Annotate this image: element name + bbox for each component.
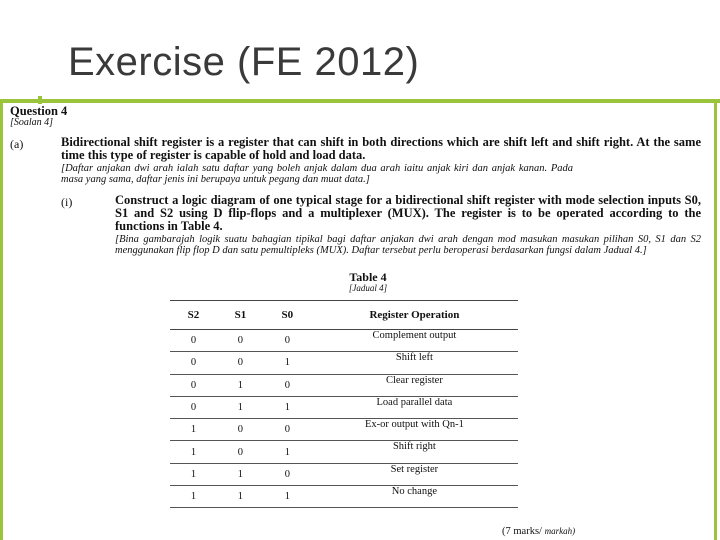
cell-s0: 1 xyxy=(264,396,311,418)
cell-s1: 1 xyxy=(217,396,264,418)
exam-question-scan xyxy=(8,105,708,537)
cell-s2: 0 xyxy=(170,352,217,374)
table-header-row xyxy=(170,301,518,330)
cell-s2: 1 xyxy=(170,463,217,485)
cell-s2: 1 xyxy=(170,441,217,463)
cell-s1: 0 xyxy=(217,441,264,463)
accent-rule-right xyxy=(714,99,717,540)
slide-title: Exercise (FE 2012) xyxy=(68,40,420,84)
table-caption: Table 4 xyxy=(349,270,387,284)
cell-operation: Shift left xyxy=(311,352,518,374)
header-s0: S0 xyxy=(264,301,311,330)
cell-s2: 1 xyxy=(170,486,217,508)
table-row xyxy=(170,463,518,485)
cell-s1: 1 xyxy=(217,463,264,485)
question-label-malay: [Soalan 4] xyxy=(10,117,54,128)
cell-s0: 0 xyxy=(264,330,311,352)
cell-s2: 0 xyxy=(170,330,217,352)
part-i-text-malay: [Bina gambarajah logik suatu bahagian tipikal bagi daftar anjakan dwi arah dengan mod masukan masukan pilihan S0, S1 dan S2 menggunakan flip flop D dan satu pemultipleks (MUX). Daftar tersebut perlu beroperasi berdasarkan fungsi dalam Jadual 4.] xyxy=(115,234,701,256)
cell-operation: Load parallel data xyxy=(311,396,518,418)
cell-operation: Complement output xyxy=(311,330,518,352)
accent-rule-horizontal xyxy=(0,99,720,103)
table-row xyxy=(170,374,518,396)
cell-s0: 0 xyxy=(264,463,311,485)
part-a-text-malay: [Daftar anjakan dwi arah ialah satu daftar yang boleh anjak dalam dua arah iaitu anjak kiri dan anjak kanan. Pada masa yang sama, daftar jenis ini berupaya untuk pegang dan muat data.] xyxy=(61,163,573,185)
cell-s1: 0 xyxy=(217,352,264,374)
cell-s0: 0 xyxy=(264,419,311,441)
header-register-operation: Register Operation xyxy=(311,301,518,330)
cell-operation: No change xyxy=(311,486,518,508)
part-i-text: Construct a logic diagram of one typical stage for a bidirectional shift register with mode selection inputs S0, S1 and S2 using D flip-flops and a multiplexer (MUX). The register is to be operated according to the functions in Table 4. xyxy=(115,193,701,233)
cell-s2: 0 xyxy=(170,374,217,396)
table-caption-malay: [Jadual 4] xyxy=(348,283,388,293)
cell-operation: Clear register xyxy=(311,374,518,396)
register-operation-table xyxy=(170,300,518,508)
table-row xyxy=(170,419,518,441)
cell-s1: 0 xyxy=(217,419,264,441)
cell-s0: 1 xyxy=(264,352,311,374)
table-row xyxy=(170,396,518,418)
part-a-label: (a) xyxy=(10,137,24,151)
marks-malay: markah) xyxy=(544,526,576,536)
cell-s1: 1 xyxy=(217,374,264,396)
table-row xyxy=(170,330,518,352)
header-s1: S1 xyxy=(217,301,264,330)
marks-english: (7 marks/ xyxy=(502,526,542,537)
cell-operation: Set register xyxy=(311,463,518,485)
part-i-label: (i) xyxy=(61,195,73,209)
cell-operation: Ex-or output with Qn-1 xyxy=(311,419,518,441)
accent-rule-left xyxy=(0,99,3,540)
question-label: Question 4 xyxy=(10,104,68,118)
header-s2: S2 xyxy=(170,301,217,330)
cell-operation: Shift right xyxy=(311,441,518,463)
part-a-text: Bidirectional shift register is a register that can shift in both directions which are shift left and shift right. At the same time this type of register is capable of hold and load data. xyxy=(61,135,701,162)
cell-s2: 0 xyxy=(170,396,217,418)
table-row xyxy=(170,441,518,463)
cell-s0: 1 xyxy=(264,441,311,463)
marks-label xyxy=(502,525,575,538)
cell-s2: 1 xyxy=(170,419,217,441)
accent-notch xyxy=(38,96,42,104)
cell-s1: 0 xyxy=(217,330,264,352)
cell-s0: 0 xyxy=(264,374,311,396)
table-row xyxy=(170,486,518,508)
cell-s0: 1 xyxy=(264,486,311,508)
cell-s1: 1 xyxy=(217,486,264,508)
table-row xyxy=(170,352,518,374)
